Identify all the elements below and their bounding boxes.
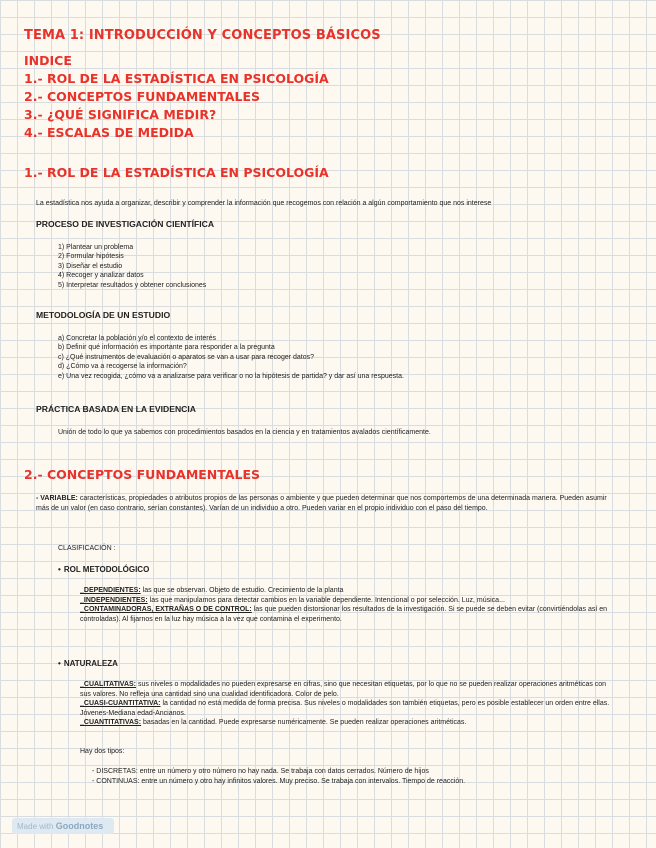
list-item xyxy=(80,586,612,596)
naturaleza-heading xyxy=(58,659,118,668)
list-item: b) Definir qué información es importante para responder a la pregunta xyxy=(58,344,275,352)
item-label: - CONTINUAS: xyxy=(92,777,140,785)
list-item xyxy=(80,680,612,699)
item-label: - DISCRETAS: xyxy=(92,768,138,775)
goodnotes-badge xyxy=(12,818,114,834)
list-item: c) ¿Qué instrumentos de evaluación o aparatos se van a usar para recoger datos? xyxy=(58,353,315,361)
list-item: 2) Formular hipótesis xyxy=(58,253,124,261)
page-title: TEMA 1: INTRODUCCIÓN Y CONCEPTOS BÁSICOS xyxy=(24,28,381,43)
variable-label: - VARIABLE: xyxy=(36,495,78,502)
proceso-heading: PROCESO DE INVESTIGACIÓN CIENTÍFICA xyxy=(36,219,215,229)
list-item xyxy=(80,718,612,728)
item-text: entre un número y otro número no hay nada. Se trabaja con datos cerrados. Número de hijos xyxy=(139,768,429,775)
made-with-label: Made with xyxy=(17,822,54,831)
rol-heading xyxy=(58,565,149,574)
list-item: a) Concretar la población y/o el contexto de interés xyxy=(58,335,216,342)
proceso-list xyxy=(58,243,206,290)
list-item: 4) Recoger y analizar datos xyxy=(58,272,144,280)
item-label: _CONTAMINADORAS, EXTRAÑAS O DE CONTROL: xyxy=(80,606,252,613)
metodologia-heading: METODOLOGÍA DE UN ESTUDIO xyxy=(36,310,171,320)
list-item xyxy=(80,699,612,718)
index-item: 4.- ESCALAS DE MEDIDA xyxy=(24,125,194,140)
section1-intro: La estadística nos ayuda a organizar, describir y comprender la información que recogemos con relación a algún comportamiento que nos interese xyxy=(36,200,492,207)
bullet-icon: • xyxy=(58,659,61,668)
index-section xyxy=(24,52,329,142)
item-label: _CUANTITATIVAS: xyxy=(80,719,142,726)
index-item: 2.- CONCEPTOS FUNDAMENTALES xyxy=(24,89,261,104)
list-item: e) Una vez recogida, ¿cómo va a analizarse para verificar o no la hipótesis de partida? y dar así una respuesta. xyxy=(58,372,404,380)
tipos-heading: Hay dos tipos: xyxy=(80,748,125,755)
item-text: las que pueden distorsionar los resultados de la investigación. Si se puede se deben evitar (convirtiéndolas así en controladas). Al fijarnos en la luz hay música a la vez que contamina el experimento. xyxy=(80,606,608,623)
rol-items xyxy=(80,586,612,624)
index-heading: INDICE xyxy=(24,53,72,68)
item-text: sus niveles o modalidades no pueden expresarse en cifras, sino que necesitan etiquetas, por lo que no se pueden realizar operaciones aritméticas con sus valores. No refleja una cantidad sino una cualidad identificadora. Color de pelo. xyxy=(80,681,607,698)
section1-title: 1.- ROL DE LA ESTADÍSTICA EN PSICOLOGÍA xyxy=(24,165,329,180)
index-item: 3.- ¿QUÉ SIGNIFICA MEDIR? xyxy=(24,107,217,122)
item-text: la cantidad no está medida de forma precisa. Sus niveles o modalidades son también etiquetas, pero es posible establecer un orden entre ellas. Jóvenes-Mediana edad-Ancianos. xyxy=(80,700,610,717)
section2-title: 2.- CONCEPTOS FUNDAMENTALES xyxy=(24,467,261,482)
clasificacion-label: CLASIFICACIÓN : xyxy=(58,545,116,552)
item-label: _CUASI-CUANTITATIVA: xyxy=(80,700,161,707)
index-item: 1.- ROL DE LA ESTADÍSTICA EN PSICOLOGÍA xyxy=(24,71,329,86)
list-item: 5) Interpretar resultados y obtener conclusiones xyxy=(58,281,207,289)
naturaleza-items xyxy=(80,680,612,728)
list-item xyxy=(80,596,612,606)
list-item: 1) Plantear un problema xyxy=(58,244,134,251)
list-item xyxy=(92,767,612,777)
item-label: _DEPENDIENTES: xyxy=(80,587,141,594)
item-text: las que se observan. Objeto de estudio. Crecimiento de la planta xyxy=(142,587,344,594)
item-label: _INDEPENDIENTES: xyxy=(80,596,148,604)
metodologia-list xyxy=(58,334,404,381)
list-item: d) ¿Cómo va a recogerse la información? xyxy=(58,363,187,371)
list-item xyxy=(92,777,612,787)
practica-text: Unión de todo lo que ya sabemos con procedimientos basados en la ciencia y en tratamientos avalados científicamente. xyxy=(58,429,431,436)
variable-text: características, propiedades o atributos propios de las personas o ambiente y que pueden determinar que nos comportemos de una determinada manera. Pueden asumir más de un valor (en caso contrario, serían constantes). Varían de un individuo a otro. Pueden variar en el propio individuo con el paso del tiempo. xyxy=(36,495,607,512)
bullet-icon: • xyxy=(58,565,61,574)
tipos-list xyxy=(92,767,612,786)
item-text: entre un número y otro hay infinitos valores. Muy preciso. Se trabaja con intervalos. Tiempo de reacción. xyxy=(141,777,466,785)
list-item xyxy=(80,605,612,624)
brand-logo: Goodnotes xyxy=(55,821,104,831)
list-item: 3) Diseñar el estudio xyxy=(58,262,123,270)
rol-heading-label: ROL METODOLÓGICO xyxy=(63,565,150,574)
item-text: basadas en la cantidad. Puede expresarse numéricamente. Se pueden realizar operaciones aritméticas. xyxy=(143,719,467,726)
item-label: _CUALITATIVAS: xyxy=(80,681,136,688)
item-text: las que manipulamos para detectar cambios en la variable dependiente. Intencional o por selección. Luz, música... xyxy=(149,596,505,604)
naturaleza-heading-label: NATURALEZA xyxy=(63,659,118,668)
variable-definition xyxy=(36,494,612,513)
practica-heading: PRÁCTICA BASADA EN LA EVIDENCIA xyxy=(36,404,196,414)
